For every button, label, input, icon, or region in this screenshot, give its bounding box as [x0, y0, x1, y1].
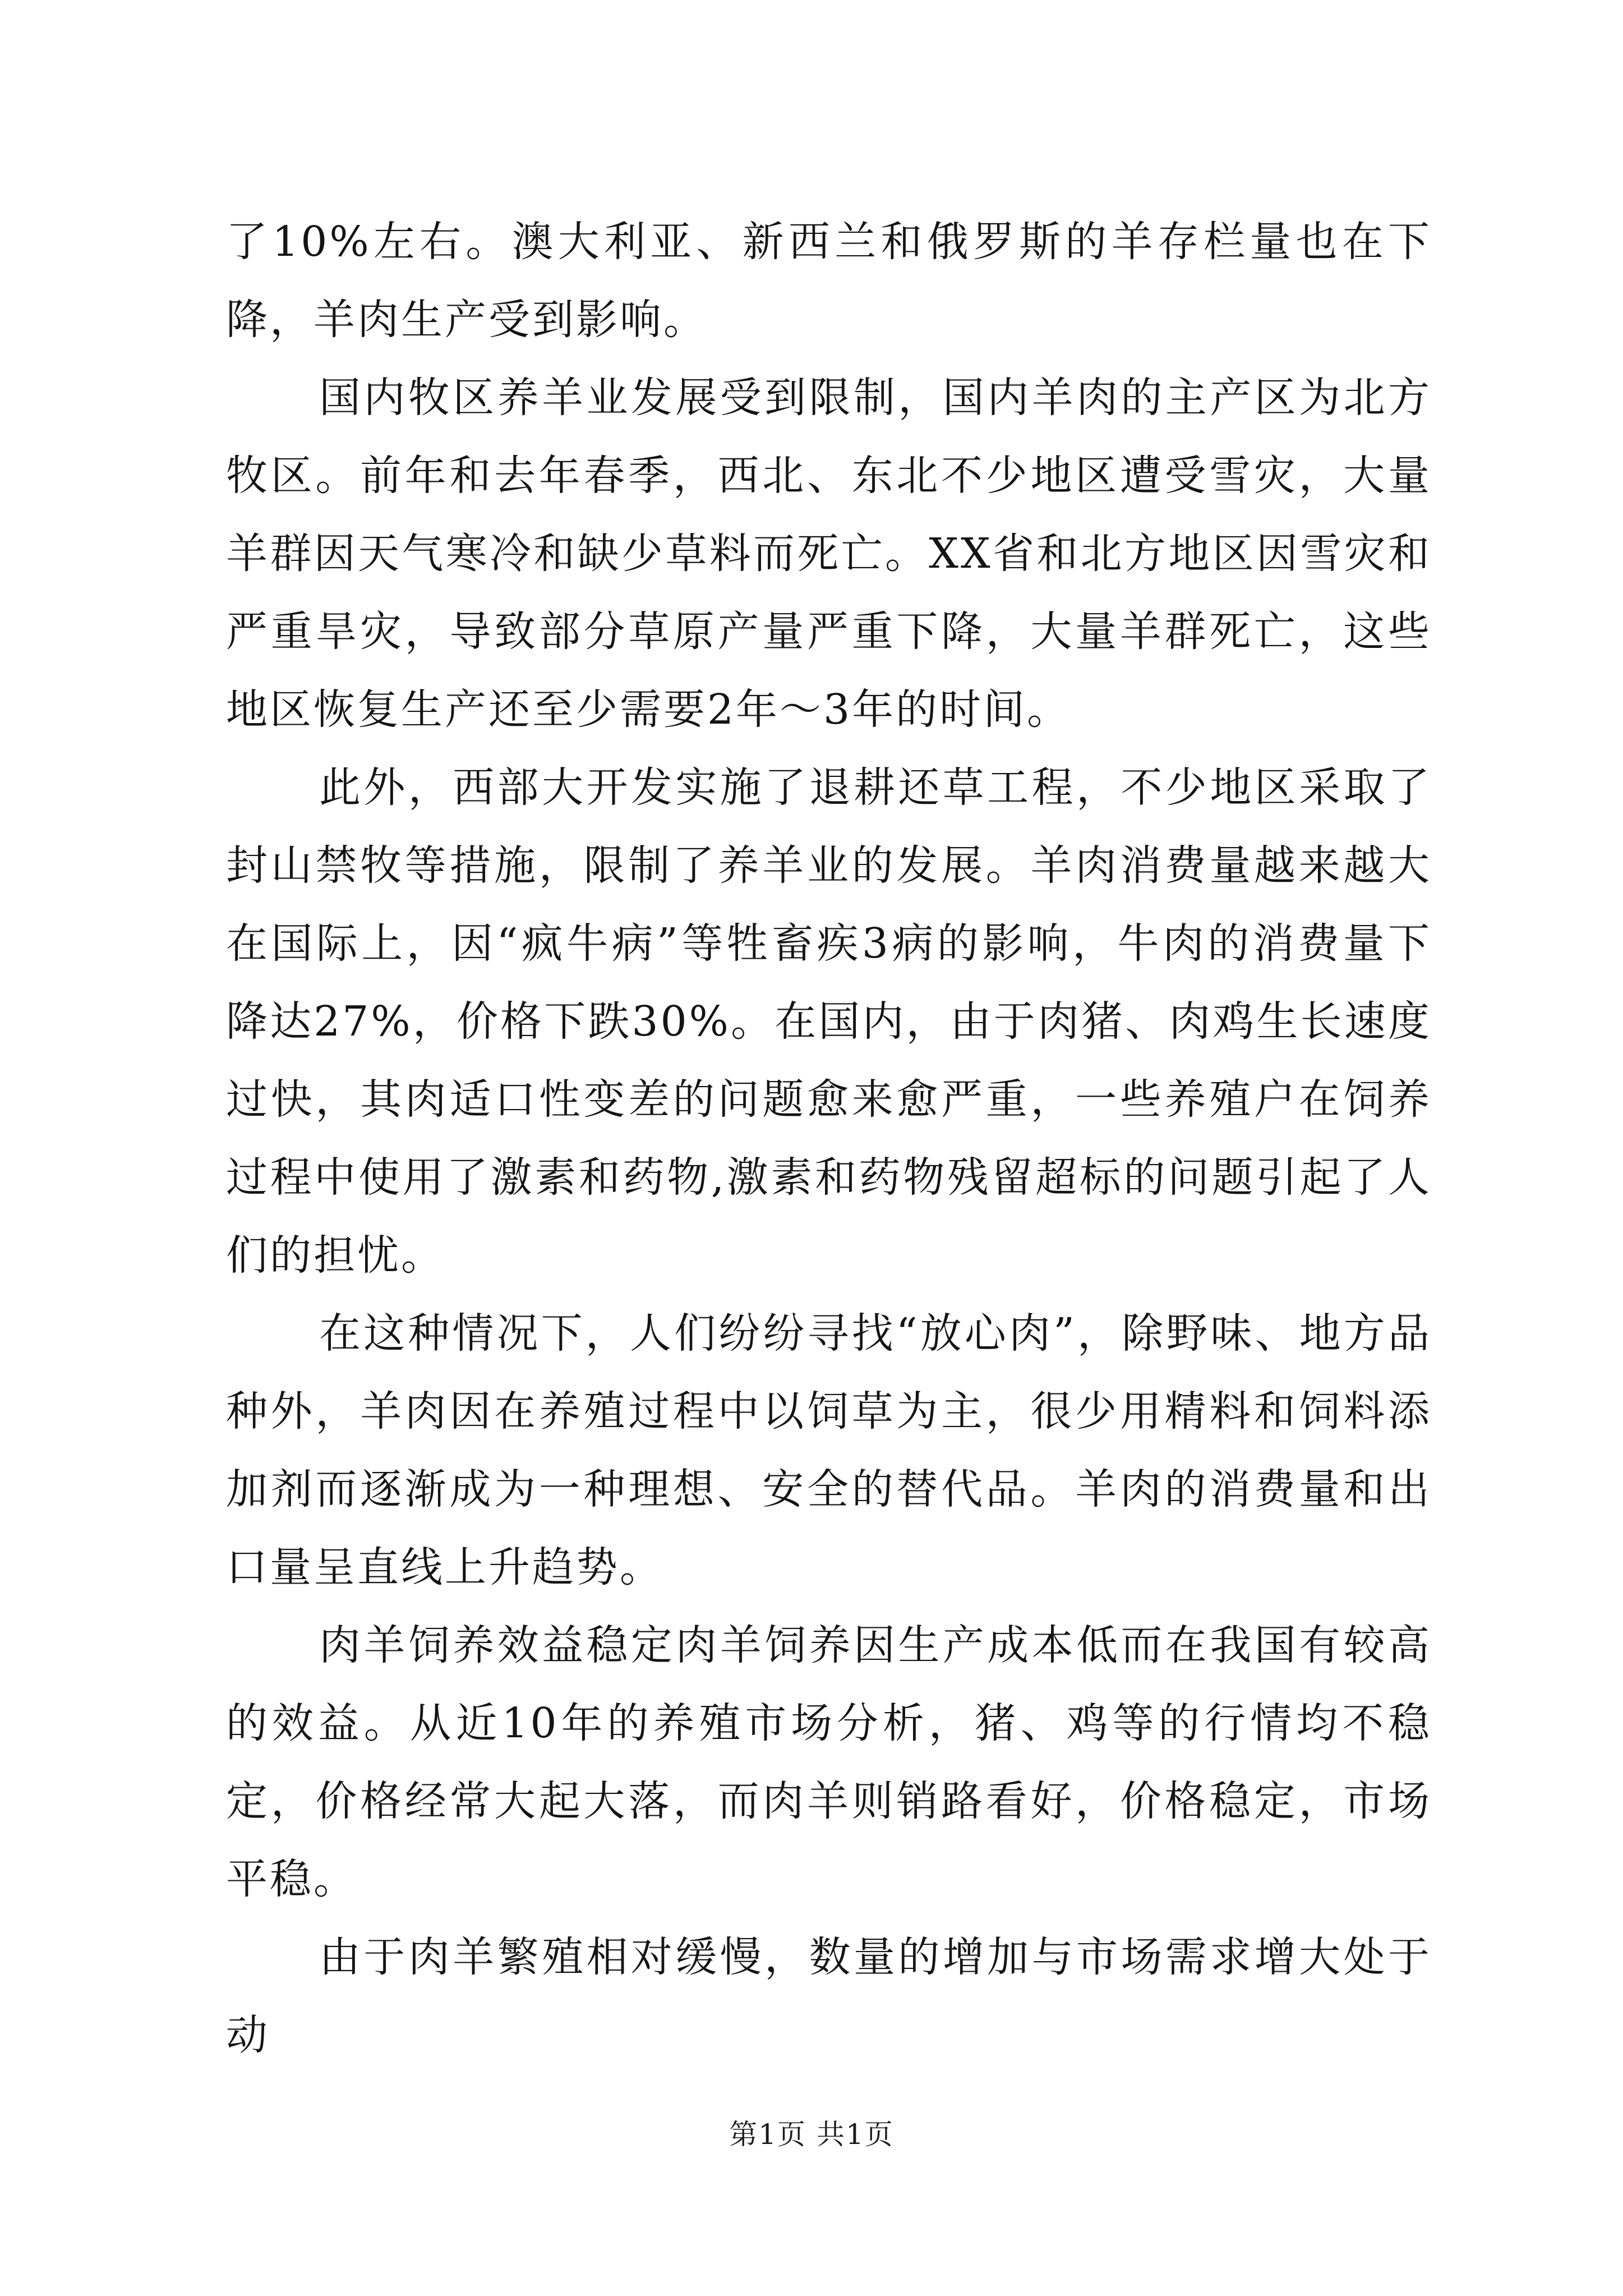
paragraph-3: 此外，西部大开发实施了退耕还草工程，不少地区采取了封山禁牧等措施，限制了养羊业的发展。羊肉消费量越来越大在国际上，因“疯牛病”等牲畜疾3病的影响，牛肉的消费量下降达27%，价格下跌30%。在国内，由于肉猪、肉鸡生长速度过快，其肉适口性变差的问题愈来愈严重，一些养殖户在饲养过程中使用了激素和药物,激素和药物残留超标的问题引起了人们的担忧。 — [226, 763, 1432, 1280]
page-footer: 第1页 共1页 — [729, 2118, 894, 2151]
document-body — [226, 203, 1432, 2074]
paragraph-1: 了10%左右。澳大利亚、新西兰和俄罗斯的羊存栏量也在下降，羊肉生产受到影响。 — [226, 218, 1432, 344]
paragraph-2: 国内牧区养羊业发展受到限制，国内羊肉的主产区为北方牧区。前年和去年春季，西北、东北不少地区遭受雪灾，大量羊群因天气寒冷和缺少草料而死亡。XX省和北方地区因雪灾和严重旱灾，导致部分草原产量严重下降，大量羊群死亡，这些地区恢复生产还至少需要2年～3年的时间。 — [226, 374, 1432, 734]
paragraph-4: 在这种情况下，人们纷纷寻找“放心肉”，除野味、地方品种外，羊肉因在养殖过程中以饲草为主，很少用精料和饲料添加剂而逐渐成为一种理想、安全的替代品。羊肉的消费量和出口量呈直线上升趋势。 — [226, 1309, 1432, 1591]
paragraph-6: 由于肉羊繁殖相对缓慢，数量的增加与市场需求增大处于动 — [226, 1933, 1432, 2059]
paragraph-5: 肉羊饲养效益稳定肉羊饲养因生产成本低而在我国有较高的效益。从近10年的养殖市场分析，猪、鸡等的行情均不稳定，价格经常大起大落，而肉羊则销路看好，价格稳定，市场平稳。 — [226, 1621, 1432, 1903]
